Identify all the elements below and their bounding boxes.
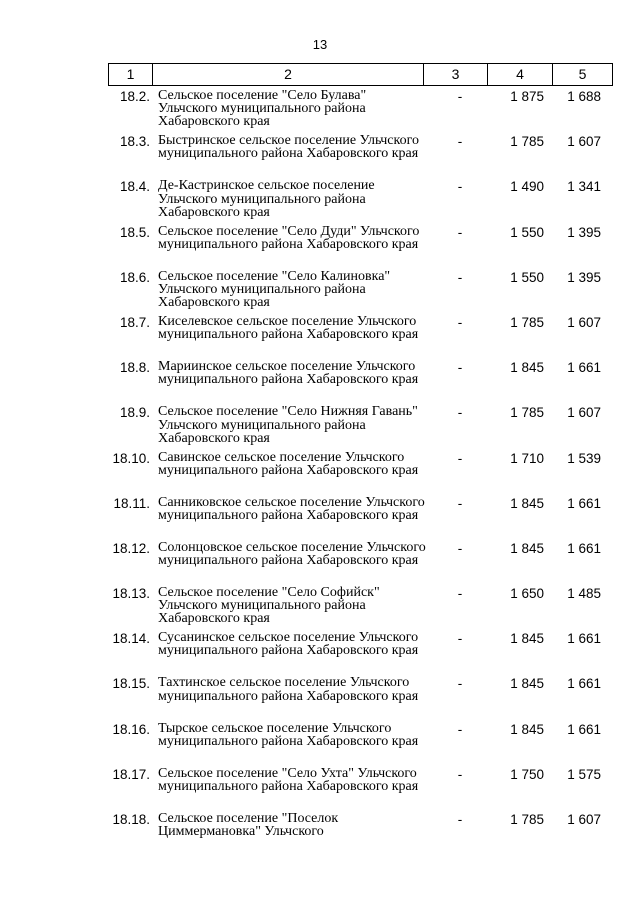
- column-5-value: 1 661: [567, 631, 601, 647]
- column-4-value: 1 750: [510, 766, 544, 782]
- settlement-name: Быстринское сельское поселение Ульчского муниципального района Хабаровского края: [158, 133, 419, 162]
- column-4-value: 1 550: [510, 224, 544, 240]
- header-cell-3: 3: [424, 64, 488, 85]
- column-5-value: 1 661: [567, 360, 601, 376]
- column-5-value: 1 607: [567, 134, 601, 150]
- column-5-value: 1 575: [567, 766, 601, 782]
- column-3-value: -: [457, 450, 463, 466]
- row-number: 18.8.: [119, 360, 150, 376]
- row-number: 18.2.: [119, 89, 150, 104]
- column-4-value: 1 710: [510, 450, 544, 466]
- column-4-value: 1 650: [510, 586, 544, 602]
- row-number: 18.18.: [112, 812, 150, 827]
- column-3-value: -: [457, 586, 463, 602]
- row-number: 18.10.: [112, 450, 150, 466]
- settlement-name: Сельское поселение "Село Нижняя Гавань" Ульчского муниципального района Хабаровского края: [158, 404, 418, 446]
- row-number: 18.12.: [112, 540, 150, 556]
- column-4-value: 1 845: [510, 495, 544, 511]
- settlement-name: Савинское сельское поселение Ульчского муниципального района Хабаровского края: [158, 449, 419, 478]
- table-header-row: [108, 63, 613, 86]
- settlement-name: Тырское сельское поселение Ульчского муниципального района Хабаровского края: [158, 720, 419, 749]
- column-4-value: 1 785: [510, 405, 544, 421]
- settlement-name: Сельское поселение "Село Булава" Ульчского муниципального района Хабаровского края: [158, 88, 367, 130]
- column-4-value: 1 845: [510, 676, 544, 692]
- column-3-value: -: [457, 224, 463, 240]
- table-row: [0, 405, 640, 450]
- column-5-value: 1 661: [567, 721, 601, 737]
- table-row: [0, 315, 640, 360]
- column-3-value: -: [457, 314, 463, 330]
- settlement-name: Сельское поселение "Село Софийск" Ульчского муниципального района Хабаровского края: [158, 585, 380, 627]
- table-row: [0, 812, 640, 857]
- row-number: 18.13.: [112, 586, 150, 602]
- column-5-value: 1 607: [567, 314, 601, 330]
- row-number: 18.16.: [112, 721, 150, 737]
- column-3-value: -: [457, 179, 463, 195]
- column-3-value: -: [457, 766, 463, 782]
- column-3-value: -: [457, 269, 463, 285]
- column-4-value: 1 785: [510, 134, 544, 150]
- table-row: [0, 225, 640, 270]
- column-3-value: -: [457, 631, 463, 647]
- column-4-value: 1 785: [510, 812, 544, 827]
- column-5-value: 1 661: [567, 540, 601, 556]
- column-5-value: 1 539: [567, 450, 601, 466]
- header-cell-4: 4: [488, 64, 553, 85]
- settlement-name: Сельское поселение "Поселок Циммермановка" Ульчского: [158, 811, 339, 840]
- column-3-value: -: [457, 495, 463, 511]
- row-number: 18.7.: [119, 314, 150, 330]
- settlement-name: Киселевское сельское поселение Ульчского муниципального района Хабаровского края: [158, 313, 419, 343]
- row-number: 18.4.: [119, 179, 150, 195]
- column-3-value: -: [457, 812, 463, 827]
- settlement-name: Тахтинское сельское поселение Ульчского муниципального района Хабаровского края: [158, 675, 419, 704]
- column-5-value: 1 485: [567, 586, 601, 602]
- table-row: [0, 496, 640, 541]
- column-4-value: 1 785: [510, 314, 544, 330]
- table-row: [0, 767, 640, 812]
- row-number: 18.11.: [113, 495, 150, 511]
- row-number: 18.15.: [112, 676, 150, 692]
- table-row: [0, 451, 640, 496]
- table-row: [0, 270, 640, 315]
- table-row: [0, 360, 640, 405]
- page-number: 13: [312, 37, 328, 52]
- settlement-name: Сельское поселение "Село Дуди" Ульчского муниципального района Хабаровского края: [158, 223, 420, 252]
- column-3-value: -: [457, 360, 463, 376]
- column-4-value: 1 845: [510, 360, 544, 376]
- column-4-value: 1 845: [510, 631, 544, 647]
- header-cell-2: 2: [153, 64, 424, 85]
- column-4-value: 1 550: [510, 269, 544, 285]
- table-row: [0, 541, 640, 586]
- column-3-value: -: [457, 405, 463, 421]
- settlement-name: Де-Кастринское сельское поселение Ульчского муниципального района Хабаровского края: [158, 178, 375, 220]
- column-5-value: 1 688: [567, 89, 601, 104]
- column-5-value: 1 395: [567, 224, 601, 240]
- table-row: [0, 89, 640, 134]
- column-5-value: 1 607: [567, 405, 601, 421]
- table-row: [0, 722, 640, 767]
- header-cell-5: 5: [578, 66, 587, 82]
- table-row: [0, 586, 640, 631]
- column-3-value: -: [457, 89, 463, 104]
- table-row: [0, 134, 640, 179]
- row-number: 18.14.: [112, 631, 150, 647]
- column-4-value: 1 875: [510, 89, 544, 104]
- settlement-name: Сельское поселение "Село Калиновка" Ульчского муниципального района Хабаровского края: [158, 268, 391, 311]
- table-row: [0, 631, 640, 676]
- table-row: [0, 676, 640, 721]
- column-4-value: 1 845: [510, 540, 544, 556]
- table-body: [0, 89, 640, 857]
- column-5-value: 1 661: [567, 676, 601, 692]
- column-3-value: -: [457, 134, 463, 150]
- column-3-value: -: [457, 676, 463, 692]
- row-number: 18.5.: [119, 224, 150, 240]
- settlement-name: Солонцовское сельское поселение Ульчского муниципального района Хабаровского края: [158, 539, 426, 569]
- settlement-name: Мариинское сельское поселение Ульчского муниципального района Хабаровского края: [158, 359, 419, 388]
- column-5-value: 1 341: [567, 179, 601, 195]
- settlement-name: Сусанинское сельское поселение Ульчского муниципального района Хабаровского края: [158, 630, 419, 659]
- row-number: 18.17.: [112, 766, 150, 782]
- table-row: [0, 179, 640, 224]
- row-number: 18.3.: [119, 134, 150, 150]
- column-5-value: 1 395: [567, 269, 601, 285]
- settlement-name: Сельское поселение "Село Ухта" Ульчского муниципального района Хабаровского края: [158, 765, 419, 795]
- column-4-value: 1 490: [510, 179, 544, 195]
- header-cell-1: 1: [109, 64, 153, 85]
- column-3-value: -: [457, 721, 463, 737]
- column-3-value: -: [457, 540, 463, 556]
- column-5-value: 1 607: [567, 812, 601, 827]
- column-5-value: 1 661: [567, 495, 601, 511]
- row-number: 18.6.: [119, 269, 150, 285]
- row-number: 18.9.: [119, 405, 150, 421]
- settlement-name: Санниковское сельское поселение Ульчского муниципального района Хабаровского края: [158, 494, 425, 523]
- column-4-value: 1 845: [510, 721, 544, 737]
